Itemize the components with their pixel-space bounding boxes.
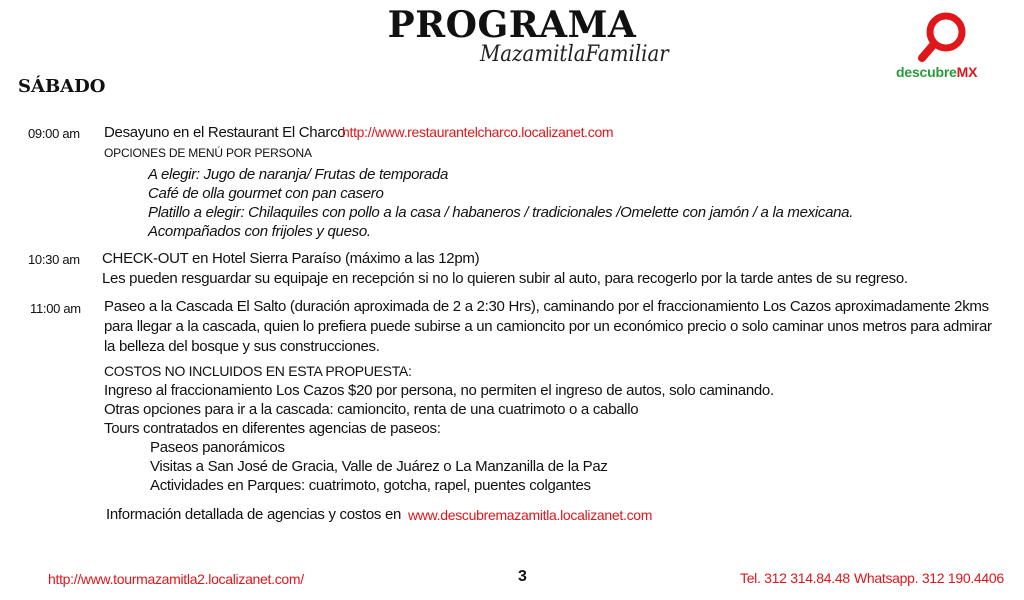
restaurant-link[interactable]: http://www.restaurantelcharco.localizanet.com (342, 124, 614, 140)
footer-whatsapp: Whatsapp. 312 190.4406 (854, 570, 1004, 586)
menu-option: Acompañados con frijoles y queso. (148, 223, 371, 240)
menu-option: A elegir: Jugo de naranja/ Frutas de temporada (148, 166, 448, 183)
time-1100: 11:00 am (30, 301, 81, 316)
time-1030: 10:30 am (28, 252, 80, 267)
page-subtitle: MazamitlaFamiliar (480, 42, 669, 67)
agencies-link[interactable]: www.descubremazamitla.localizanet.com (408, 507, 653, 523)
cost-line: Ingreso al fraccionamiento Los Cazos $20 por persona, no permiten el ingreso de autos, solo caminando. (104, 382, 774, 399)
cost-line: Otras opciones para ir a la cascada: camioncito, renta de una cuatrimoto o a caballo (104, 401, 639, 418)
cost-line: Tours contratados en diferentes agencias de paseos: (104, 420, 441, 437)
tour-option: Actividades en Parques: cuatrimoto, gotcha, rapel, puentes colgantes (150, 477, 591, 494)
item-line: Paseo a la Cascada El Salto (duración aproximada de 2 a 2:30 Hrs), caminando por el fraccionamiento Los Cazos aproximadamente 2kms (104, 298, 989, 315)
footer-url[interactable]: http://www.tourmazamitla2.localizanet.com/ (48, 571, 304, 587)
menu-options-heading: OPCIONES DE MENÚ POR PERSONA (104, 146, 312, 160)
item-line: Les pueden resguardar su equipaje en recepción si no lo quieren subir al auto, para recogerlo por la tarde antes de su regreso. (102, 270, 908, 287)
item-line: la belleza del bosque y sus construcciones. (104, 338, 380, 355)
item-line: para llegar a la cascada, quien lo prefiera puede subirse a un camioncito por un económico precio o solo caminar unos metros para admirar (104, 318, 992, 335)
page-number: 3 (518, 568, 527, 585)
info-text: Información detallada de agencias y costos en (106, 506, 402, 523)
menu-option: Platillo a elegir: Chilaquiles con pollo a la casa / habaneros / tradicionales /Omelette con jamón / a la mexicana. (148, 204, 854, 221)
magnifier-icon (912, 10, 972, 66)
day-heading: SÁBADO (18, 76, 106, 97)
page-title: PROGRAMA (387, 4, 637, 46)
item-main: Desayuno en el Restaurant El Charco (104, 124, 346, 141)
item-line: CHECK-OUT en Hotel Sierra Paraíso (máximo a las 12pm) (102, 250, 480, 267)
menu-option: Café de olla gourmet con pan casero (148, 185, 384, 202)
costs-heading: COSTOS NO INCLUIDOS EN ESTA PROPUESTA: (104, 363, 412, 379)
logo-text: descubreMX (896, 64, 978, 80)
time-0900: 09:00 am (28, 126, 80, 141)
tour-option: Visitas a San José de Gracia, Valle de Juárez o La Manzanilla de la Paz (150, 458, 608, 475)
footer-tel: Tel. 312 314.84.48 (740, 570, 850, 586)
tour-option: Paseos panorámicos (150, 439, 285, 456)
